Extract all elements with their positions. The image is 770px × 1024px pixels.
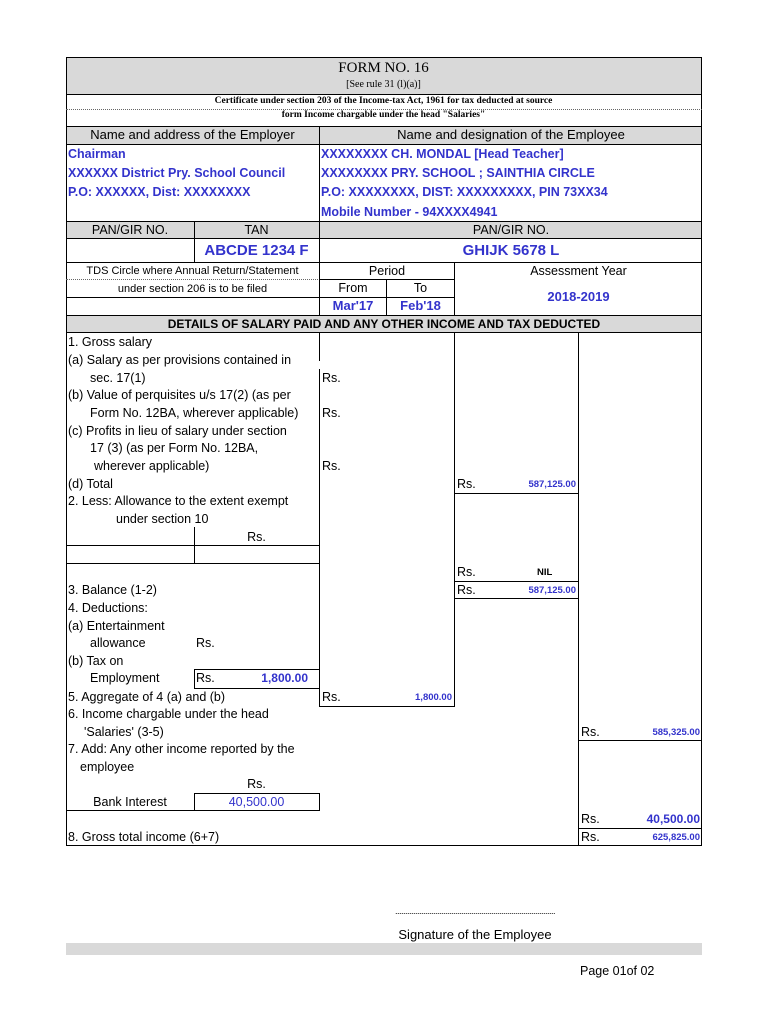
nil-value: NIL (537, 567, 553, 578)
employer-line-2: XXXXXX District Pry. School Council (68, 166, 286, 180)
rs-gross-total: Rs. (581, 830, 600, 844)
item-deductions: 4. Deductions: (68, 601, 148, 615)
form-title: FORM NO. 16 (338, 60, 429, 76)
rs-entertainment: Rs. (196, 636, 215, 650)
item-other-line-1: 7. Add: Any other income reported by the (68, 742, 295, 756)
item-b-line-2: Form No. 12BA, wherever applicable) (90, 406, 299, 420)
item-a-line-2: sec. 17(1) (90, 371, 146, 385)
other-income-value: 40,500.00 (646, 812, 700, 826)
employee-pan-label: PAN/GIR NO. (472, 223, 550, 237)
certificate-line-2: form Income chargable under the head "Salaries" (281, 110, 486, 120)
item-c-line-1: (c) Profits in lieu of salary under section (68, 424, 287, 438)
item-gross-total: 8. Gross total income (6+7) (68, 830, 220, 844)
rs-total: Rs. (457, 477, 476, 491)
employee-line-3: P.O: XXXXXXXX, DIST: XXXXXXXXX, PIN 73XX34 (321, 185, 608, 199)
item-a-line-1: (a) Salary as per provisions contained in (68, 353, 292, 367)
item-c-line-2: 17 (3) (as per Form No. 12BA, (90, 441, 259, 455)
tax-employment-value: 1,800.00 (261, 671, 308, 685)
item-d-total: (d) Total (68, 477, 113, 491)
item-balance: 3. Balance (1-2) (68, 583, 157, 597)
bank-interest-label: Bank Interest (93, 795, 167, 809)
rs-c: Rs. (322, 459, 341, 473)
signature-label: Signature of the Employee (398, 927, 552, 942)
certificate-line-1: Certificate under section 203 of the Income-tax Act, 1961 for tax deducted at source (214, 96, 553, 106)
item-entertainment-line-1: (a) Entertainment (68, 619, 165, 633)
item-aggregate: 5. Aggregate of 4 (a) and (b) (68, 690, 226, 704)
item-tax-line-2: Employment (90, 671, 160, 685)
tds-circle-line-1: TDS Circle where Annual Return/Statement (86, 265, 299, 277)
form-rule: [See rule 31 (l)(a)] (346, 79, 421, 90)
balance-value: 587,125.00 (528, 585, 576, 596)
pan-gir-label: PAN/GIR NO. (91, 223, 169, 237)
rs-aggregate: Rs. (322, 690, 341, 704)
tan-label: TAN (244, 223, 269, 237)
to-label: To (413, 281, 428, 295)
item-income-line-2: 'Salaries' (3-5) (84, 725, 164, 739)
item-tax-line-1: (b) Tax on (68, 654, 124, 668)
employer-line-1: Chairman (68, 147, 126, 161)
rs-balance: Rs. (457, 583, 476, 597)
rs-tax-employment: Rs. (196, 671, 215, 685)
gross-total-value: 625,825.00 (652, 832, 700, 843)
employer-line-3: P.O: XXXXXX, Dist: XXXXXXXX (68, 185, 251, 199)
period-from-value: Mar'17 (332, 298, 374, 313)
tds-circle-line-2: under section 206 is to be filed (117, 283, 268, 295)
income-salaries-value: 585,325.00 (652, 727, 700, 738)
rs-less: Rs. (247, 530, 266, 544)
tan-value: ABCDE 1234 F (204, 242, 309, 259)
rs-nil: Rs. (457, 565, 476, 579)
employee-line-2: XXXXXXXX PRY. SCHOOL ; SAINTHIA CIRCLE (321, 166, 595, 180)
item-other-line-2: employee (80, 760, 135, 774)
details-heading: DETAILS OF SALARY PAID AND ANY OTHER INCOME AND TAX DEDUCTED (167, 317, 601, 331)
rs-a: Rs. (322, 371, 341, 385)
footer-bar (66, 943, 702, 955)
assessment-year-label: Assessment Year (530, 264, 627, 278)
period-label: Period (368, 264, 406, 278)
rs-other-income: Rs. (581, 812, 600, 826)
rs-b: Rs. (322, 406, 341, 420)
item-b-line-1: (b) Value of perquisites u/s 17(2) (as per (68, 388, 291, 402)
period-to-value: Feb'18 (400, 298, 441, 313)
aggregate-value: 1,800.00 (415, 692, 452, 703)
item-gross-salary: 1. Gross salary (68, 335, 153, 349)
bank-interest-value: 40,500.00 (228, 795, 285, 809)
page-number: Page 01of 02 (580, 964, 655, 978)
item-entertainment-line-2: allowance (90, 636, 146, 650)
signature-line: ................................................................................ (394, 906, 556, 916)
employee-pan-value: GHIJK 5678 L (462, 242, 560, 259)
employee-line-1: XXXXXXXX CH. MONDAL [Head Teacher] (321, 147, 564, 161)
rs-income-salaries: Rs. (581, 725, 600, 739)
assessment-year-value: 2018-2019 (547, 289, 610, 304)
item-less-line-2: under section 10 (116, 512, 209, 526)
employee-heading: Name and designation of the Employee (397, 127, 625, 142)
item-less-line-1: 2. Less: Allowance to the extent exempt (68, 494, 289, 508)
total-d-value: 587,125.00 (528, 479, 576, 490)
from-label: From (338, 281, 368, 295)
item-c-line-3: wherever applicable) (94, 459, 210, 473)
employee-mobile: Mobile Number - 94XXXX4941 (321, 205, 498, 219)
employer-heading: Name and address of the Employer (90, 127, 295, 142)
item-income-line-1: 6. Income chargable under the head (68, 707, 269, 721)
rs-bank-interest: Rs. (247, 777, 266, 791)
